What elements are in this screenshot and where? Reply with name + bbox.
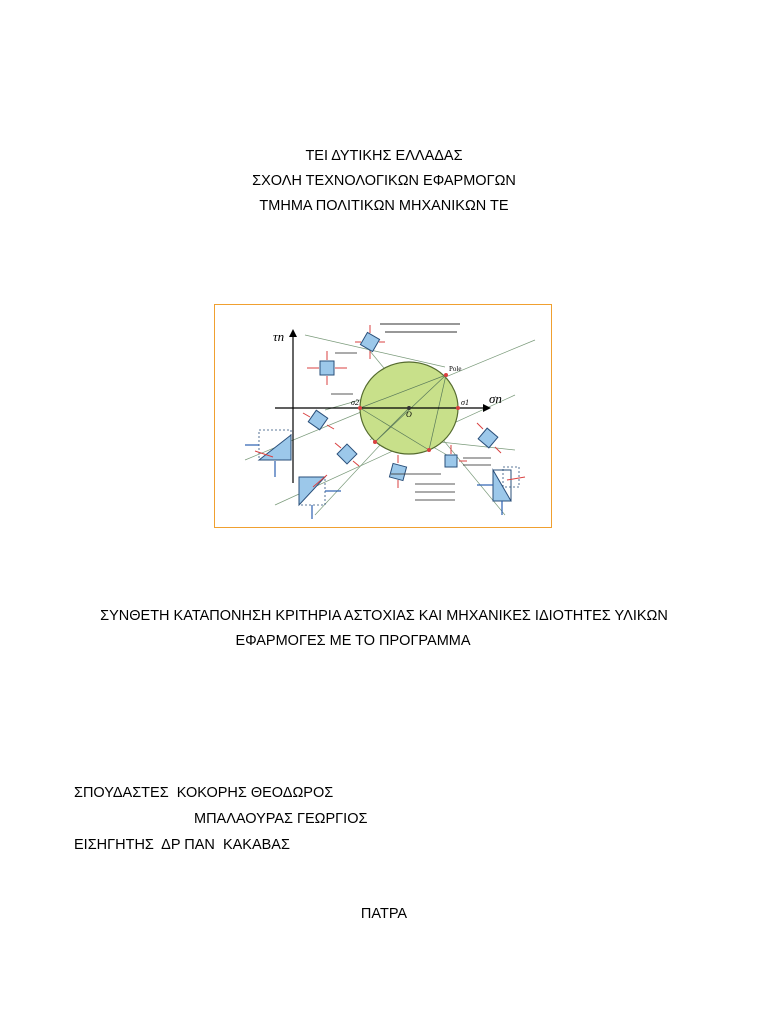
wedge-icon xyxy=(299,477,325,505)
stress-element-icon xyxy=(445,455,457,467)
sigma2-label: σ2 xyxy=(351,398,359,407)
pole-label: Pole xyxy=(449,365,462,373)
student-name-1: ΚΟΚΟΡΗΣ ΘΕΟΔΩΡΟΣ xyxy=(176,785,334,801)
mohr-circle-diagram xyxy=(215,305,551,527)
school-name: ΣΧΟΛΗ ΤΕΧΝΟΛΟΓΙΚΩΝ ΕΦΑΡΜΟΓΩΝ xyxy=(252,173,516,189)
student-name-2: ΜΠΑΛΑΟΥΡΑΣ ΓΕΩΡΓΙΟΣ xyxy=(194,811,368,827)
institution-name: ΤΕΙ ΔΥΤΙΚΗΣ ΕΛΛΑΔΑΣ xyxy=(305,148,463,164)
thesis-title-line1: ΣΥΝΘΕΤΗ ΚΑΤΑΠΟΝΗΣΗ ΚΡΙΤΗΡΙΑ ΑΣΤΟΧΙΑΣ ΚΑΙ ΜΗΧΑΝΙΚΕΣ ΙΔΙΟΤΗΤΕΣ ΥΛΙΚΩΝ xyxy=(100,608,668,624)
thesis-title xyxy=(0,604,768,654)
students-label: ΣΠΟΥΔΑΣΤΕΣ xyxy=(74,785,169,801)
stress-element-icon xyxy=(389,463,406,480)
mohr-circle-figure xyxy=(214,304,552,528)
people-block xyxy=(74,780,367,858)
thesis-title-line2: ΕΦΑΡΜΟΓΕΣ ΜΕ ΤΟ ΠΡΟΓΡΑΜΜΑ xyxy=(235,633,471,649)
tau-axis-label: τn xyxy=(273,329,285,344)
city-name: ΠΑΤΡΑ xyxy=(360,906,408,922)
header-block xyxy=(0,144,768,219)
stress-element-icon xyxy=(478,428,498,448)
origin-label: O xyxy=(406,410,412,419)
stress-element-icon xyxy=(360,332,379,351)
supervisor-name: ΔΡ ΠΑΝ ΚΑΚΑΒΑΣ xyxy=(161,837,290,853)
sigma1-label: σ1 xyxy=(461,398,469,407)
wedge-icon xyxy=(259,435,291,460)
stress-element-icon xyxy=(320,361,334,375)
sigma-axis-label: σn xyxy=(489,391,502,406)
students-row xyxy=(74,780,367,806)
wedge-icon xyxy=(493,470,511,501)
student-row-2 xyxy=(74,806,367,832)
supervisor-label: ΕΙΣΗΓΗΤΗΣ xyxy=(74,837,154,853)
tau-axis-arrow-icon xyxy=(289,329,297,337)
department-name: ΤΜΗΜΑ ΠΟΛΙΤΙΚΩΝ ΜΗΧΑΝΙΚΩΝ ΤΕ xyxy=(259,198,509,214)
supervisor-row xyxy=(74,832,367,858)
